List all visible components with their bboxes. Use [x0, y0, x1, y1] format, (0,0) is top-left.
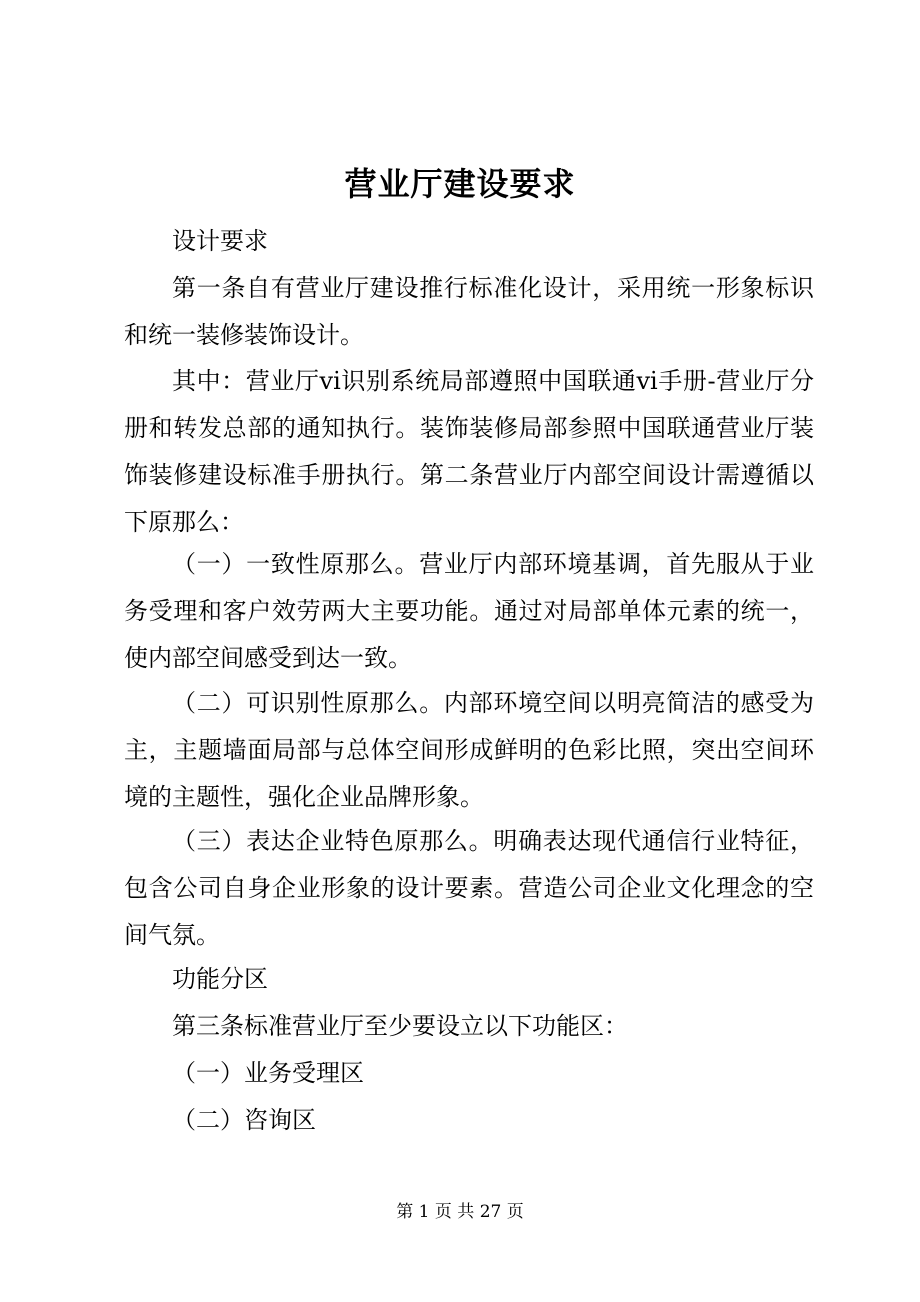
paragraph-article-3: 第三条标准营业厅至少要设立以下功能区：: [172, 1012, 628, 1040]
paragraph-principle-identifiability: （二）可识别性原那么。内部环境空间以明亮简洁的感受为主，主题墙面局部与总体空间形成鲜明的色彩比照，突出空间环境的主题性，强化企业品牌形象。: [124, 689, 814, 811]
paragraph-principle-enterprise-features: （三）表达企业特色原那么。明确表达现代通信行业特征，包含公司自身企业形象的设计要素。营造公司企业文化理念的空间气氛。: [124, 827, 814, 949]
paragraph-vi-and-article-2: 其中：营业厅vi识别系统局部遵照中国联通vi手册-营业厅分册和转发总部的通知执行。装饰装修局部参照中国联通营业厅装饰装修建设标准手册执行。第二条营业厅内部空间设计需遵循以下原那么：: [124, 367, 814, 536]
page-title: 营业厅建设要求: [344, 165, 576, 203]
list-item-business-area: （一）业务受理区: [172, 1059, 364, 1087]
paragraph-article-1: 第一条自有营业厅建设推行标准化设计，采用统一形象标识和统一装修装饰设计。: [124, 274, 814, 349]
paragraph-design-requirements-heading: 设计要求: [172, 227, 268, 255]
page-footer: 第 1 页 共 27 页: [396, 1202, 524, 1222]
list-item-consulting-area: （二）咨询区: [172, 1106, 316, 1134]
paragraph-functional-zoning-heading: 功能分区: [172, 965, 268, 993]
paragraph-principle-consistency: （一）一致性原那么。营业厅内部环境基调，首先服从于业务受理和客户效劳两大主要功能。通过对局部单体元素的统一，使内部空间感受到达一致。: [124, 550, 814, 672]
